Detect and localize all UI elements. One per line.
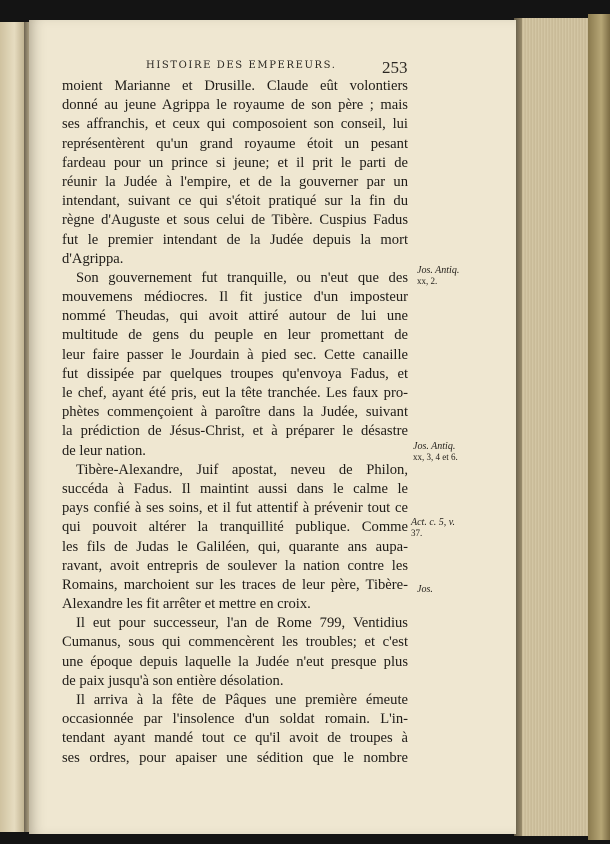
text-line: Cumanus, sous qui commencèrent les troubles; et c'est <box>62 634 408 651</box>
text-line: Son gouvernement fut tranquille, ou n'eut que des <box>76 269 408 286</box>
text-line: une époque depuis laquelle la Judée n'eut presque plus <box>62 653 408 670</box>
text-line: les fils de Judas le Galiléen, qui, quarante ans aupa- <box>62 538 408 555</box>
margin-note-ref: xx, 2. <box>417 276 438 286</box>
margin-note-ref: xx, 3, 4 et 6. <box>413 452 458 462</box>
page-number: 253 <box>382 58 408 77</box>
text-line: d'Agrippa. <box>62 250 124 267</box>
text-line: ses ordres, pour apaiser une sédition que le nombre <box>62 749 408 766</box>
margin-note-label: Jos. <box>417 584 433 595</box>
text-line: de paix jusqu'à son entière désolation. <box>62 672 284 689</box>
text-line: leur faire passer le Jourdain à pied sec. Cette canaille <box>62 346 408 363</box>
text-line: phètes commençoient à paroître dans la Judée, suivant <box>62 404 408 421</box>
margin-note <box>417 265 459 287</box>
text-line: ses affranchis, et ceux qui composoient son conseil, lui <box>62 116 408 133</box>
text-line: occasionnée par l'insolence d'un soldat romain. L'in- <box>62 711 408 728</box>
book-cover-edge <box>588 14 610 840</box>
text-line: qui pouvoit altérer la tranquillité publique. Comme <box>62 519 408 536</box>
margin-note-label: Act. c. 5, v. <box>411 517 455 528</box>
text-line: donné au jeune Agrippa le royaume de son père ; mais <box>62 97 408 114</box>
text-line: la prédiction de Jésus-Christ, et à préparer le désastre <box>62 423 408 440</box>
text-line: Alexandre les fit arrêter et mettre en croix. <box>62 596 311 613</box>
text-line: moient Marianne et Drusille. Claude eût volontiers <box>62 78 408 94</box>
text-line: nommé Theudas, qui avoit attiré autour de lui une <box>62 308 408 325</box>
text-line: Il arriva à la fête de Pâques une première émeute <box>76 692 408 708</box>
text-line: intendant, suivant ce qui s'étoit pratiqué sur la fin du <box>62 193 408 210</box>
margin-note <box>417 584 433 595</box>
margin-note <box>411 517 455 539</box>
page-block-edges <box>514 18 588 836</box>
text-line: règne d'Auguste et sous celui de Tibère. Cuspius Fadus <box>62 212 408 229</box>
text-line: fardeau pour un prince si jeune; et il prit le parti de <box>62 154 408 171</box>
text-line: mouvemens médiocres. Il fit justice d'un imposteur <box>62 289 408 306</box>
text-line: multitude de gens du peuple en leur promettant de <box>62 327 408 344</box>
margin-note-ref: 37. <box>411 528 423 538</box>
body-text <box>62 77 408 768</box>
margin-note <box>413 441 458 463</box>
text-line: de leur nation. <box>62 442 146 459</box>
text-line: le chef, ayant été pris, eut la tête tranchée. Les faux pro- <box>62 385 408 401</box>
text-line: représentèrent qu'un grand royaume étoit un pesant <box>62 135 408 152</box>
text-line: tendant ayant mandé tout ce qu'il avoit de troupes à <box>62 730 408 747</box>
text-line: ravant, avoit entrepris de soulever la nation contre les <box>62 557 408 574</box>
text-line: réunir la Judée à l'empire, et de la gouverner par un <box>62 173 408 190</box>
margin-note-label: Jos. Antiq. <box>413 441 456 452</box>
text-line: succéda à Fadus. Il maintint aussi dans le calme le <box>62 480 408 497</box>
text-line: pays confié à ses soins, et il fut attentif à prévenir tout ce <box>62 500 408 517</box>
margin-note-label: Jos. Antiq. <box>417 265 460 276</box>
text-line: fut dissipée par quelques troupes qu'envoya Fadus, et <box>62 365 408 382</box>
text-line: Tibère-Alexandre, Juif apostat, neveu de Philon, <box>76 461 408 478</box>
previous-page-edge <box>0 22 26 832</box>
running-head: HISTOIRE DES EMPEREURS. <box>146 60 337 71</box>
text-line: Romains, marchoient sur les traces de leur père, Tibère- <box>62 576 408 593</box>
text-line: fut le premier intendant de la Judée depuis la mort <box>62 231 408 248</box>
text-line: Il eut pour successeur, l'an de Rome 799, Ventidius <box>76 615 408 632</box>
